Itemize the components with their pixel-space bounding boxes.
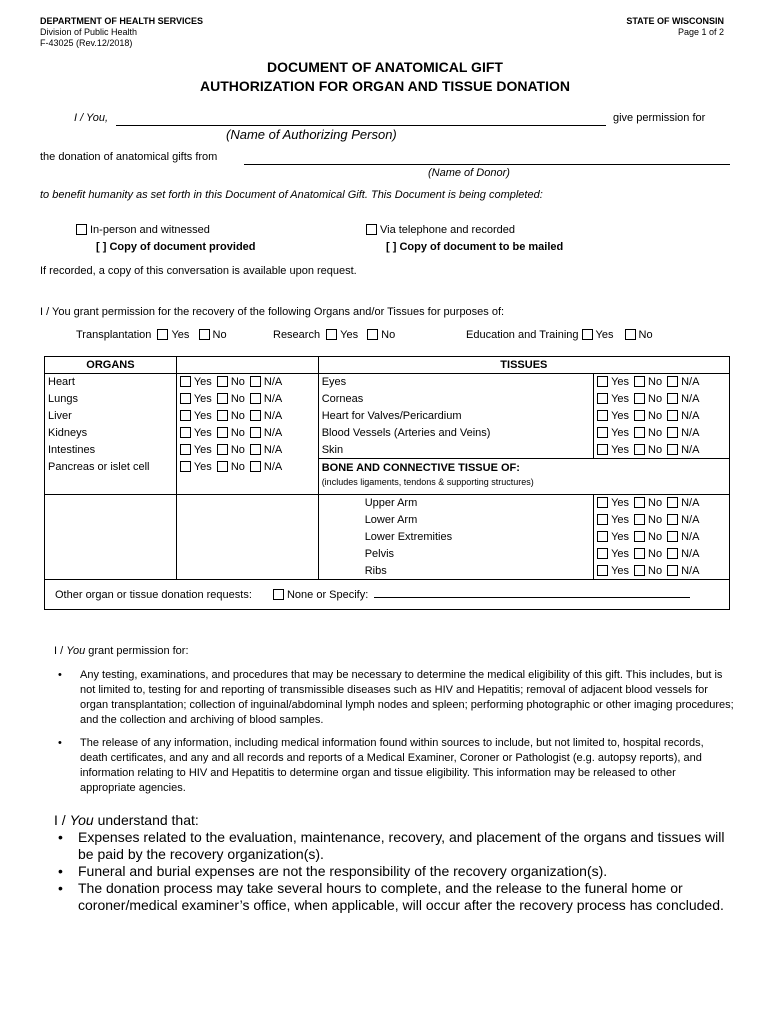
- na-checkbox[interactable]: [250, 444, 261, 455]
- heading-suffix: grant permission for:: [85, 645, 189, 657]
- division-name: Division of Public Health: [40, 27, 138, 37]
- bone-header-cell: [318, 459, 729, 495]
- organ-options: [176, 391, 318, 408]
- yes-checkbox[interactable]: [180, 410, 191, 421]
- via-phone-option[interactable]: [366, 224, 515, 236]
- yes-checkbox[interactable]: [597, 531, 608, 542]
- organ-options: [176, 425, 318, 442]
- recorded-note: If recorded, a copy of this conversation is available upon request.: [40, 265, 357, 277]
- no-checkbox[interactable]: [217, 410, 228, 421]
- yes-label: Yes: [193, 376, 212, 389]
- no-checkbox[interactable]: [634, 376, 645, 387]
- heading-you: You: [69, 812, 94, 828]
- na-label: N/A: [681, 514, 700, 526]
- no-checkbox[interactable]: [634, 531, 645, 542]
- page-number: Page 1 of 2: [677, 27, 724, 37]
- copy-mailed-label[interactable]: [ ] Copy of document to be mailed: [386, 241, 564, 253]
- transplantation-row: [76, 329, 227, 341]
- no-checkbox[interactable]: [634, 497, 645, 508]
- permission-list: [54, 668, 734, 796]
- na-checkbox[interactable]: [250, 393, 261, 404]
- none-specify-label: None or Specify:: [286, 589, 369, 601]
- no-label: No: [230, 393, 245, 405]
- blank-organ-options-cell[interactable]: [176, 495, 318, 512]
- na-checkbox[interactable]: [667, 531, 678, 542]
- research-label: Research: [273, 329, 321, 341]
- list-item: • The donation process may take several hours to complete, and the release to the funeral home or coroner/medical examiner’s office, when applicable, will occur after the recovery process has concluded.: [54, 880, 730, 914]
- yes-label: Yes: [193, 427, 212, 439]
- na-label: N/A: [263, 393, 283, 405]
- specify-field[interactable]: [374, 586, 690, 598]
- research-yes-checkbox[interactable]: [326, 329, 337, 340]
- bone-label: Ribs: [318, 563, 593, 580]
- understand-list: [54, 829, 730, 914]
- state-block: [626, 16, 724, 38]
- yes-label: Yes: [611, 564, 630, 577]
- heading-you: You: [66, 645, 86, 657]
- yes-label: Yes: [171, 329, 190, 341]
- no-checkbox[interactable]: [634, 565, 645, 576]
- no-label: No: [648, 548, 663, 560]
- organ-label: Heart: [45, 374, 177, 391]
- document-title: [0, 58, 770, 96]
- na-label: N/A: [263, 460, 283, 473]
- tissue-label: Blood Vessels (Arteries and Veins): [318, 425, 593, 442]
- tissue-label: Heart for Valves/Pericardium: [318, 408, 593, 425]
- tissue-options: [594, 425, 730, 442]
- yes-label: Yes: [611, 443, 630, 456]
- table-row: [45, 408, 730, 425]
- heading-suffix: understand that:: [93, 812, 199, 828]
- na-checkbox[interactable]: [667, 514, 678, 525]
- no-label: No: [230, 427, 245, 439]
- bone-label: Upper Arm: [318, 495, 593, 512]
- na-label: N/A: [263, 444, 283, 456]
- na-checkbox[interactable]: [667, 393, 678, 404]
- organ-options: [176, 408, 318, 425]
- na-checkbox[interactable]: [667, 410, 678, 421]
- blank-organ-options-cell[interactable]: [176, 529, 318, 546]
- permission-section: [54, 644, 734, 805]
- title-line-2: AUTHORIZATION FOR ORGAN AND TISSUE DONATION: [200, 78, 570, 94]
- bone-options: [594, 512, 730, 529]
- na-checkbox[interactable]: [667, 376, 678, 387]
- blank-organ-options-cell[interactable]: [176, 546, 318, 563]
- organ-options: [176, 459, 318, 495]
- blank-organ-cell[interactable]: [45, 546, 177, 563]
- na-checkbox[interactable]: [250, 427, 261, 438]
- yes-checkbox[interactable]: [180, 427, 191, 438]
- blank-organ-cell[interactable]: [45, 495, 177, 512]
- table-header-row: [45, 357, 730, 374]
- yes-label: Yes: [611, 548, 630, 560]
- table-row: [45, 546, 730, 563]
- name-authorizing-caption: (Name of Authorizing Person): [226, 127, 397, 142]
- yes-checkbox[interactable]: [597, 514, 608, 525]
- bone-options: [594, 563, 730, 580]
- yes-label: Yes: [595, 329, 614, 341]
- other-requests-row: [45, 580, 730, 610]
- benefit-statement: to benefit humanity as set forth in this Document of Anatomical Gift. This Document is being completed:: [40, 189, 543, 201]
- organ-label: Liver: [45, 408, 177, 425]
- yes-checkbox[interactable]: [597, 376, 608, 387]
- na-label: N/A: [263, 410, 283, 422]
- bone-header: BONE AND CONNECTIVE TISSUE OF:: [321, 462, 520, 474]
- no-label: No: [648, 497, 663, 510]
- yes-checkbox[interactable]: [180, 461, 191, 472]
- understand-heading: [54, 812, 730, 829]
- tissue-label: Corneas: [318, 391, 593, 408]
- i-you-label: I / You,: [74, 112, 109, 124]
- yes-checkbox[interactable]: [180, 393, 191, 404]
- yes-checkbox[interactable]: [597, 410, 608, 421]
- tissue-options: [594, 374, 730, 391]
- bone-options: [594, 495, 730, 512]
- table-row: [45, 459, 730, 495]
- no-label: No: [648, 376, 663, 389]
- donation-from-label: the donation of anatomical gifts from: [40, 151, 218, 163]
- understand-section: [54, 812, 730, 914]
- no-label: No: [230, 376, 245, 389]
- heading-prefix: I /: [54, 645, 67, 657]
- table-row: [45, 563, 730, 580]
- yes-label: Yes: [340, 329, 359, 341]
- bone-options: [594, 529, 730, 546]
- na-checkbox[interactable]: [250, 410, 261, 421]
- no-checkbox[interactable]: [217, 393, 228, 404]
- organ-label: Pancreas or islet cell: [45, 459, 177, 495]
- agency-block: [40, 16, 203, 49]
- na-checkbox[interactable]: [667, 444, 678, 455]
- grant-recovery-statement: I / You grant permission for the recovery of the following Organs and/or Tissues for purposes of:: [40, 306, 505, 318]
- na-checkbox[interactable]: [667, 497, 678, 508]
- na-checkbox[interactable]: [250, 461, 261, 472]
- form-number: F-43025 (Rev.12/2018): [40, 38, 133, 48]
- na-label: N/A: [681, 548, 700, 560]
- bone-label: Pelvis: [318, 546, 593, 563]
- name-donor-caption: (Name of Donor): [428, 167, 510, 179]
- organ-options: [176, 442, 318, 459]
- transplantation-yes-checkbox[interactable]: [157, 329, 168, 340]
- na-checkbox[interactable]: [250, 376, 261, 387]
- yes-checkbox[interactable]: [597, 497, 608, 508]
- in-person-option[interactable]: [76, 224, 210, 236]
- yes-label: Yes: [193, 444, 212, 456]
- na-label: N/A: [681, 376, 700, 389]
- organs-header: ORGANS: [45, 357, 177, 374]
- no-checkbox[interactable]: [634, 410, 645, 421]
- via-phone-checkbox[interactable]: [366, 224, 377, 235]
- organ-label: Kidneys: [45, 425, 177, 442]
- blank-organ-cell[interactable]: [45, 512, 177, 529]
- no-checkbox[interactable]: [634, 548, 645, 559]
- organ-options: [176, 374, 318, 391]
- no-label: No: [648, 410, 663, 422]
- na-label: N/A: [681, 427, 700, 439]
- bone-subheader: (includes ligaments, tendons & supporting structures): [321, 477, 534, 487]
- no-label: No: [648, 427, 663, 439]
- heading-prefix: I /: [54, 812, 70, 828]
- no-checkbox[interactable]: [634, 514, 645, 525]
- na-label: N/A: [263, 376, 283, 389]
- blank-organ-options-cell[interactable]: [176, 563, 318, 580]
- yes-checkbox[interactable]: [597, 444, 608, 455]
- list-item: • Any testing, examinations, and procedures that may be necessary to determine the medical eligibility of this gift. This includes, but is not limited to, testing for and reporting of transmissible diseases such as HIV and Hepatitis; removal of adjacent blood vessels for organ transplantation; collection of inguinal/abdominal lymph nodes and spleen; performing photographic or other imaging procedures; and the collection and archiving of blood samples.: [54, 668, 734, 728]
- no-checkbox[interactable]: [634, 393, 645, 404]
- bone-label: Lower Extremities: [318, 529, 593, 546]
- no-label: No: [212, 329, 227, 341]
- yes-checkbox[interactable]: [597, 393, 608, 404]
- list-item: • Funeral and burial expenses are not the responsibility of the recovery organization(s).: [54, 863, 730, 880]
- table-row: [45, 512, 730, 529]
- donor-name-field[interactable]: [244, 164, 730, 165]
- blank-organ-cell[interactable]: [45, 529, 177, 546]
- na-checkbox[interactable]: [667, 565, 678, 576]
- bone-label: Lower Arm: [318, 512, 593, 529]
- no-label: No: [230, 444, 245, 456]
- research-no-checkbox[interactable]: [367, 329, 378, 340]
- yes-label: Yes: [193, 460, 212, 473]
- na-label: N/A: [681, 410, 700, 422]
- transplantation-label: Transplantation: [76, 329, 152, 341]
- no-label: No: [381, 329, 396, 341]
- tissue-options: [594, 408, 730, 425]
- no-label: No: [230, 460, 245, 473]
- list-item: • The release of any information, including medical information found within sources to include, but not limited to, hospital records, death certificates, and any and all records and reports of a Medical Examiner, Coroner or Pathologist (e.g. autopsy reports), and information relating to HIV and Hepatitis to determine organ and tissue eligibility. This information may be released to other appropriate agencies.: [54, 736, 734, 796]
- table-row: [45, 495, 730, 512]
- no-checkbox[interactable]: [634, 444, 645, 455]
- no-label: No: [648, 564, 663, 577]
- education-label: Education and Training: [466, 329, 579, 341]
- tissues-header: TISSUES: [318, 357, 729, 374]
- no-checkbox[interactable]: [217, 376, 228, 387]
- na-label: N/A: [681, 497, 700, 510]
- tissue-options: [594, 442, 730, 459]
- yes-checkbox[interactable]: [597, 565, 608, 576]
- yes-label: Yes: [611, 427, 630, 439]
- in-person-checkbox[interactable]: [76, 224, 87, 235]
- education-no-checkbox[interactable]: [625, 329, 636, 340]
- education-yes-checkbox[interactable]: [582, 329, 593, 340]
- tissue-label: Skin: [318, 442, 593, 459]
- yes-checkbox[interactable]: [597, 548, 608, 559]
- other-requests-label: Other organ or tissue donation requests:: [55, 589, 252, 601]
- state-name: STATE OF WISCONSIN: [626, 16, 724, 26]
- blank-cell: [176, 357, 318, 374]
- organ-label: Lungs: [45, 391, 177, 408]
- title-line-1: DOCUMENT OF ANATOMICAL GIFT: [267, 59, 503, 75]
- yes-label: Yes: [611, 497, 630, 510]
- list-item: • Expenses related to the evaluation, maintenance, recovery, and placement of the organs and tissues will be paid by the recovery organization(s).: [54, 829, 730, 863]
- na-label: N/A: [681, 443, 700, 456]
- table-row: [45, 529, 730, 546]
- no-label: No: [648, 514, 663, 526]
- no-checkbox[interactable]: [217, 427, 228, 438]
- no-checkbox[interactable]: [217, 461, 228, 472]
- yes-checkbox[interactable]: [180, 376, 191, 387]
- other-requests-cell: [45, 580, 730, 610]
- no-label: No: [648, 443, 663, 456]
- none-specify-checkbox[interactable]: [273, 589, 284, 600]
- na-checkbox[interactable]: [667, 548, 678, 559]
- yes-label: Yes: [611, 376, 630, 389]
- na-label: N/A: [681, 531, 700, 543]
- no-label: No: [648, 393, 663, 405]
- via-phone-label: Via telephone and recorded: [380, 224, 515, 236]
- organ-label: Intestines: [45, 442, 177, 459]
- education-row: [466, 329, 653, 341]
- in-person-label: In-person and witnessed: [90, 224, 210, 236]
- na-label: N/A: [681, 393, 700, 405]
- table-row: [45, 391, 730, 408]
- no-label: No: [648, 531, 663, 543]
- na-checkbox[interactable]: [667, 427, 678, 438]
- na-label: N/A: [681, 564, 700, 577]
- no-label: No: [230, 410, 245, 422]
- copy-provided-label[interactable]: [ ] Copy of document provided: [96, 241, 256, 253]
- yes-label: Yes: [611, 393, 630, 405]
- table-row: [45, 374, 730, 391]
- yes-label: Yes: [193, 410, 212, 422]
- blank-organ-options-cell[interactable]: [176, 512, 318, 529]
- yes-label: Yes: [193, 393, 212, 405]
- give-permission-label: give permission for: [613, 112, 706, 124]
- yes-checkbox[interactable]: [597, 427, 608, 438]
- blank-organ-cell[interactable]: [45, 563, 177, 580]
- yes-label: Yes: [611, 410, 630, 422]
- yes-checkbox[interactable]: [180, 444, 191, 455]
- permission-heading: [54, 644, 734, 659]
- bone-options: [594, 546, 730, 563]
- research-row: [273, 329, 395, 341]
- transplantation-no-checkbox[interactable]: [199, 329, 210, 340]
- no-label: No: [638, 329, 653, 341]
- yes-label: Yes: [611, 514, 630, 526]
- no-checkbox[interactable]: [217, 444, 228, 455]
- dept-name: DEPARTMENT OF HEALTH SERVICES: [40, 16, 204, 26]
- table-row: [45, 442, 730, 459]
- tissue-label: Eyes: [318, 374, 593, 391]
- table-row: [45, 425, 730, 442]
- na-label: N/A: [263, 427, 283, 439]
- no-checkbox[interactable]: [634, 427, 645, 438]
- tissue-options: [594, 391, 730, 408]
- organ-tissue-table: [44, 356, 730, 610]
- authorizing-person-field[interactable]: [116, 125, 606, 126]
- yes-label: Yes: [611, 531, 630, 543]
